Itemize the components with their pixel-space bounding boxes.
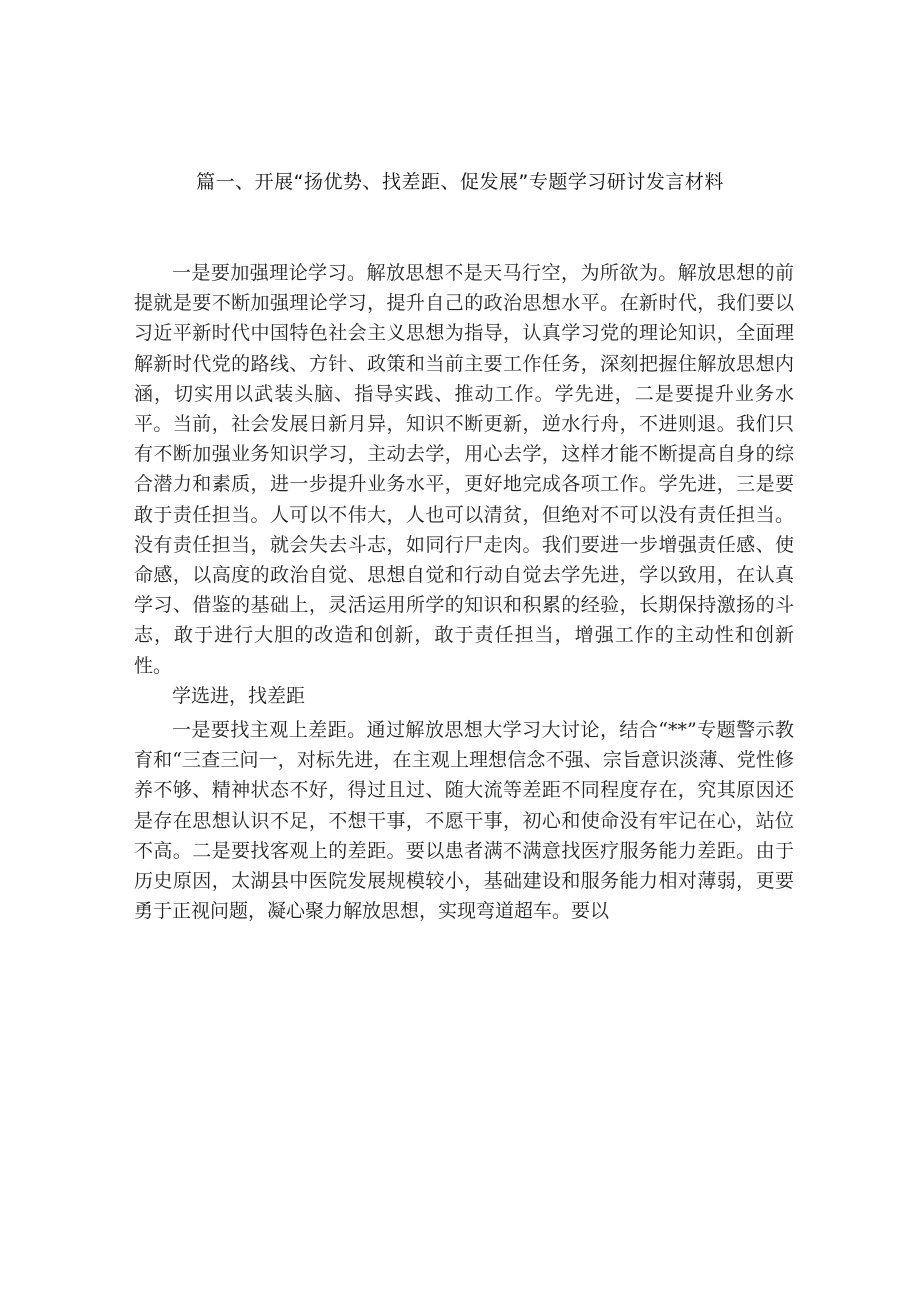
document-title: 篇一、开展“扬优势、找差距、促发展”专题学习研讨发言材料 bbox=[196, 171, 724, 193]
section-heading-find-gaps: 学选进，找差距 bbox=[172, 684, 306, 707]
paragraph-study-advanced: 一是要加强理论学习。解放思想不是天马行空，为所欲为。解放思想的前提就是要不断加强理论学习，提升自己的政治思想水平。在新时代，我们要以习近平新时代中国特色社会主义思想为指导，认真学习党的理论知识，全面理解新时代党的路线、方针、政策和当前主要工作任务，深刻把握住解放思想内涵，切实用以武装头脑、指导实践、推动工作。学先进，二是要提升业务水平。当前，社会发展日新月异，知识不断更新，逆水行舟，不进则退。我们只有不断加强业务知识学习，主动去学，用心去学，这样才能不断提高自身的综合潜力和素质，进一步提升业务水平，更好地完成各项工作。学先进，三是要敢于责任担当。人可以不伟大，人也可以清贫，但绝对不可以没有责任担当。没有责任担当，就会失去斗志，如同行尸走肉。我们要进一步增强责任感、使命感，以高度的政治自觉、思想自觉和行动自觉去学先进，学以致用，在认真学习、借鉴的基础上，灵活运用所学的知识和积累的经验，长期保持激扬的斗志，敢于进行大胆的改造和创新，敢于责任担当，增强工作的主动性和创新性。 bbox=[134, 262, 794, 677]
document-body bbox=[134, 258, 794, 926]
paragraph-find-gaps: 一是要找主观上差距。通过解放思想大学习大讨论，结合“**”专题警示教育和“三查三问一，对标先进，在主观上理想信念不强、宗旨意识淡薄、党性修养不够、精神状态不好，得过且过、随大流等差距不同程度存在，究其原因还是存在思想认识不足，不想干事，不愿干事，初心和使命没有牢记在心，站位不高。二是要找客观上的差距。要以患者满不满意找医疗服务能力差距。由于历史原因，太湖县中医院发展规模较小，基础建设和服务能力相对薄弱，更要勇于正视问题，凝心聚力解放思想，实现弯道超车。要以 bbox=[134, 719, 794, 923]
